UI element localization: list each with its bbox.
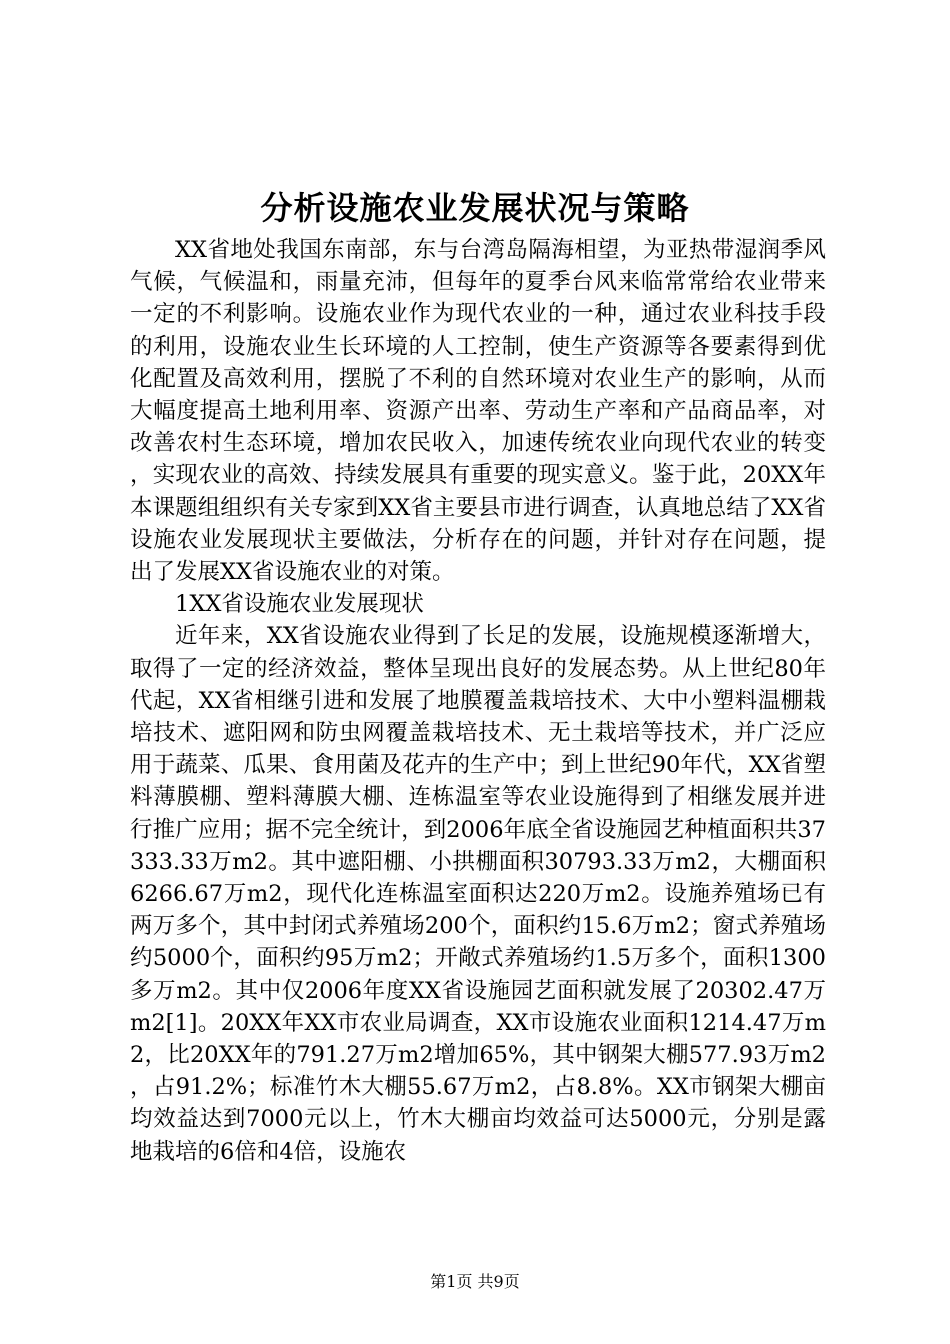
document-body: [130, 234, 826, 1168]
section-paragraph: 近年来，XX省设施农业得到了长足的发展，设施规模逐渐增大，取得了一定的经济效益，整体呈现出良好的发展态势。从上世纪80年代起，XX省相继引进和发展了地膜覆盖栽培技术、大中小塑料温棚栽培技术、遮阳网和防虫网覆盖栽培技术、无土栽培等技术，并广泛应用于蔬菜、瓜果、食用菌及花卉的生产中；到上世纪90年代，XX省塑料薄膜棚、塑料薄膜大棚、连栋温室等农业设施得到了相继发展并进行推广应用；据不完全统计，到2006年底全省设施园艺种植面积共37333.33万m2。其中遮阳棚、小拱棚面积30793.33万m2，大棚面积6266.67万m2，现代化连栋温室面积达220万m2。设施养殖场已有两万多个，其中封闭式养殖场200个，面积约15.6万m2；窗式养殖场约5000个，面积约95万m2；开敞式养殖场约1.5万多个，面积1300多万m2。其中仅2006年度XX省设施园艺面积就发展了20302.47万m2[1]。20XX年XX市农业局调查，XX市设施农业面积1214.47万m2，比20XX年的791.27万m2增加65%，其中钢架大棚577.93万m2，占91.2%；标准竹木大棚55.67万m2，占8.8%。XX市钢架大棚亩均效益达到7000元以上，竹木大棚亩均效益可达5000元，分别是露地栽培的6倍和4倍，设施农: [130, 623, 826, 1165]
intro-paragraph: XX省地处我国东南部，东与台湾岛隔海相望，为亚热带湿润季风气候，气候温和，雨量充沛，但每年的夏季台风来临常常给农业带来一定的不利影响。设施农业作为现代农业的一种，通过农业科技手段的利用，设施农业生长环境的人工控制，使生产资源等各要素得到优化配置及高效利用，摆脱了不利的自然环境对农业生产的影响，从而大幅度提高土地利用率、资源产出率、劳动生产率和产品商品率，对改善农村生态环境，增加农民收入，加速传统农业向现代农业的转变，实现农业的高效、持续发展具有重要的现实意义。鉴于此，20XX年本课题组组织有关专家到XX省主要县市进行调查，认真地总结了XX省设施农业发展现状主要做法，分析存在的问题，并针对存在问题，提出了发展XX省设施农业的对策。: [130, 237, 826, 586]
document-title: 分析设施农业发展状况与策略: [260, 189, 690, 227]
section-heading: 1XX省设施农业发展现状: [175, 591, 424, 618]
page-footer: 第1页 共9页: [430, 1272, 520, 1291]
